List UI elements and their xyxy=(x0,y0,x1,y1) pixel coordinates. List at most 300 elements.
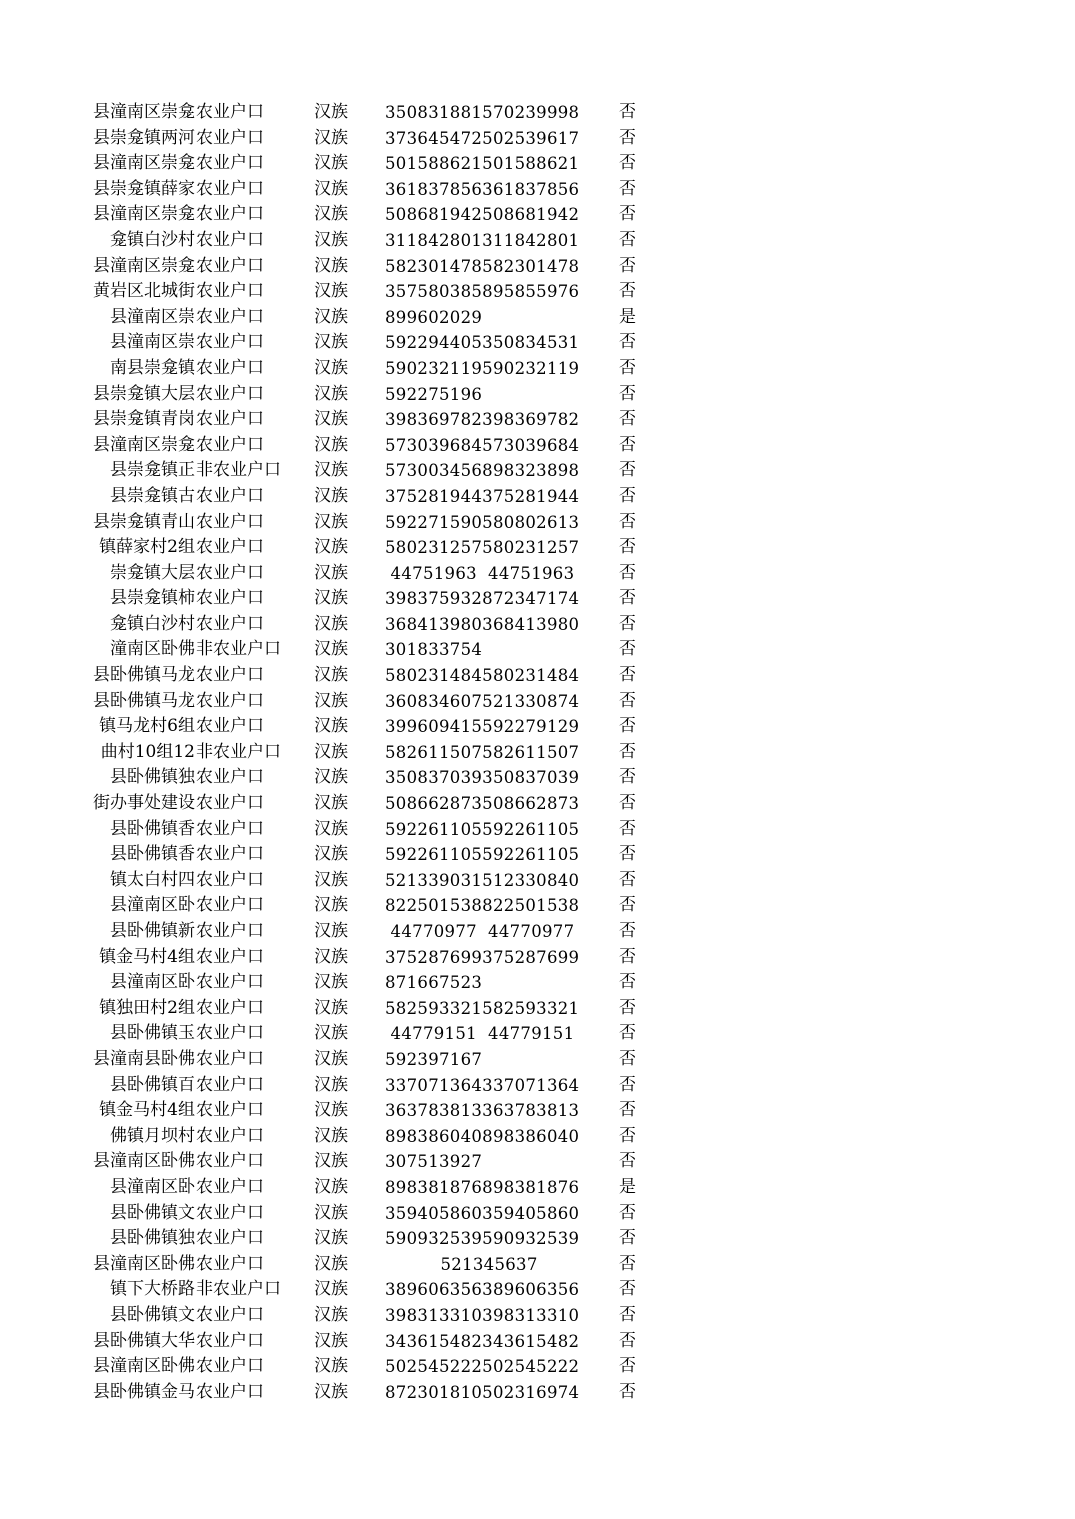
ethnicity-cell: 汉族 xyxy=(314,255,348,276)
flag-cell: 否 xyxy=(619,869,636,890)
ethnicity-cell: 汉族 xyxy=(314,1125,348,1146)
address-cell: 县潼南区崇龛 xyxy=(93,434,195,455)
ethnicity-cell: 汉族 xyxy=(314,1023,348,1044)
id-number-cell: 501588621501588621 xyxy=(385,154,580,174)
hukou-type-cell: 农业户口 xyxy=(196,409,264,430)
flag-cell: 否 xyxy=(619,690,636,711)
table-row xyxy=(0,279,1075,305)
address-cell: 潼南区卧佛 xyxy=(110,639,195,660)
hukou-type-cell: 农业户口 xyxy=(196,229,264,250)
id-number-cell: 592275196 xyxy=(385,384,483,404)
hukou-type-cell: 农业户口 xyxy=(196,588,264,609)
table-row xyxy=(0,996,1075,1022)
ethnicity-cell: 汉族 xyxy=(314,1279,348,1300)
address-cell: 县崇龛镇青山 xyxy=(93,511,195,532)
flag-cell: 否 xyxy=(619,537,636,558)
id-number-cell: 357580385895855976 xyxy=(385,282,580,302)
flag-cell: 否 xyxy=(619,357,636,378)
flag-cell: 是 xyxy=(619,1176,636,1197)
address-cell: 县卧佛镇马龙 xyxy=(93,665,195,686)
id-number-cell: 898381876898381876 xyxy=(385,1177,580,1197)
id-number-cell: 573039684573039684 xyxy=(385,435,580,455)
ethnicity-cell: 汉族 xyxy=(314,665,348,686)
address-cell: 县崇龛镇大层 xyxy=(93,383,195,404)
address-cell: 县卧佛镇金马 xyxy=(93,1381,195,1402)
id-number-cell: 375281944375281944 xyxy=(385,486,580,506)
table-row xyxy=(0,1149,1075,1175)
hukou-type-cell: 农业户口 xyxy=(196,306,264,327)
address-cell: 县崇龛镇两河 xyxy=(93,127,195,148)
table-row xyxy=(0,612,1075,638)
ethnicity-cell: 汉族 xyxy=(314,1074,348,1095)
flag-cell: 否 xyxy=(619,921,636,941)
table-row xyxy=(0,1226,1075,1252)
address-cell: 县潼南区崇龛 xyxy=(93,255,195,276)
hukou-type-cell: 农业户口 xyxy=(196,1023,264,1044)
id-number-cell: 592271590580802613 xyxy=(385,512,580,532)
id-number-cell: 592294405350834531 xyxy=(385,333,580,353)
ethnicity-cell: 汉族 xyxy=(314,1253,348,1274)
address-cell: 县潼南区卧 xyxy=(110,1176,195,1197)
ethnicity-cell: 汉族 xyxy=(314,767,348,788)
table-row xyxy=(0,714,1075,740)
flag-cell: 否 xyxy=(619,1279,636,1300)
address-cell: 镇金马村4组 xyxy=(99,946,195,967)
ethnicity-cell: 汉族 xyxy=(314,639,348,660)
hukou-type-cell: 农业户口 xyxy=(196,511,264,532)
id-number-cell: 307513927 xyxy=(385,1152,483,1172)
table-row xyxy=(0,1098,1075,1124)
table-row xyxy=(0,177,1075,203)
hukou-type-cell: 农业户口 xyxy=(196,844,264,865)
address-cell: 县崇龛镇正 xyxy=(110,460,195,481)
table-row xyxy=(0,254,1075,280)
address-cell: 镇独田村2组 xyxy=(99,997,195,1018)
flag-cell: 否 xyxy=(619,613,636,634)
table-row xyxy=(0,1277,1075,1303)
hukou-type-cell: 农业户口 xyxy=(196,946,264,967)
table-row xyxy=(0,535,1075,561)
address-cell: 崇龛镇大层 xyxy=(110,562,195,583)
table-row xyxy=(0,765,1075,791)
id-number-cell: 350831881570239998 xyxy=(385,103,580,122)
ethnicity-cell: 汉族 xyxy=(314,690,348,711)
ethnicity-cell: 汉族 xyxy=(314,1202,348,1223)
address-cell: 县卧佛镇百 xyxy=(110,1074,195,1095)
id-number-cell: 592261105592261105 xyxy=(385,845,580,865)
table-row xyxy=(0,458,1075,484)
address-cell: 县崇龛镇薛家 xyxy=(93,178,195,199)
hukou-type-cell: 农业户口 xyxy=(196,1151,264,1172)
flag-cell: 否 xyxy=(619,665,636,686)
table-row xyxy=(0,740,1075,766)
table-row xyxy=(0,407,1075,433)
table-row xyxy=(0,356,1075,382)
hukou-type-cell: 农业户口 xyxy=(196,690,264,711)
flag-cell: 否 xyxy=(619,716,636,737)
address-cell: 县卧佛镇大华 xyxy=(93,1330,195,1351)
flag-cell: 否 xyxy=(619,255,636,276)
address-cell: 镇金马村4组 xyxy=(99,1100,195,1121)
id-number-cell: 343615482343615482 xyxy=(385,1331,580,1351)
ethnicity-cell: 汉族 xyxy=(314,869,348,890)
ethnicity-cell: 汉族 xyxy=(314,1381,348,1402)
ethnicity-cell: 汉族 xyxy=(314,537,348,558)
hukou-type-cell: 农业户口 xyxy=(196,127,264,148)
table-row xyxy=(0,1047,1075,1073)
flag-cell: 否 xyxy=(619,818,636,839)
table-row xyxy=(0,330,1075,356)
id-number-cell: 399609415592279129 xyxy=(385,717,580,737)
hukou-type-cell: 农业户口 xyxy=(196,1304,264,1325)
table-row xyxy=(0,382,1075,408)
address-cell: 县潼南区崇龛 xyxy=(93,102,195,122)
flag-cell: 否 xyxy=(619,1253,636,1274)
flag-cell: 否 xyxy=(619,562,636,583)
table-row xyxy=(0,817,1075,843)
hukou-type-cell: 农业户口 xyxy=(196,332,264,353)
flag-cell: 否 xyxy=(619,102,636,122)
table-row xyxy=(0,126,1075,152)
ethnicity-cell: 汉族 xyxy=(314,921,348,941)
table-row xyxy=(0,202,1075,228)
ethnicity-cell: 汉族 xyxy=(314,588,348,609)
ethnicity-cell: 汉族 xyxy=(314,1228,348,1249)
table-row xyxy=(0,637,1075,663)
ethnicity-cell: 汉族 xyxy=(314,972,348,993)
ethnicity-cell: 汉族 xyxy=(314,716,348,737)
hukou-type-cell: 农业户口 xyxy=(196,485,264,506)
id-number-cell: 44770977 44770977 xyxy=(385,922,575,941)
table-row xyxy=(0,1201,1075,1227)
flag-cell: 否 xyxy=(619,434,636,455)
flag-cell: 否 xyxy=(619,1151,636,1172)
flag-cell: 否 xyxy=(619,997,636,1018)
ethnicity-cell: 汉族 xyxy=(314,409,348,430)
flag-cell: 否 xyxy=(619,281,636,302)
hukou-type-cell: 农业户口 xyxy=(196,793,264,814)
flag-cell: 否 xyxy=(619,1381,636,1402)
hukou-type-cell: 农业户口 xyxy=(196,204,264,225)
hukou-type-cell: 农业户口 xyxy=(196,613,264,634)
ethnicity-cell: 汉族 xyxy=(314,153,348,174)
ethnicity-cell: 汉族 xyxy=(314,281,348,302)
flag-cell: 否 xyxy=(619,946,636,967)
hukou-type-cell: 农业户口 xyxy=(196,178,264,199)
id-number-cell: 398375932872347174 xyxy=(385,589,580,609)
hukou-type-cell: 农业户口 xyxy=(196,997,264,1018)
ethnicity-cell: 汉族 xyxy=(314,793,348,814)
flag-cell: 否 xyxy=(619,767,636,788)
table-row xyxy=(0,1073,1075,1099)
ethnicity-cell: 汉族 xyxy=(314,511,348,532)
table-row xyxy=(0,1252,1075,1278)
address-cell: 龛镇白沙村 xyxy=(110,613,195,634)
id-number-cell: 582301478582301478 xyxy=(385,256,580,276)
id-number-cell: 590932539590932539 xyxy=(385,1229,580,1249)
address-cell: 县潼南区卧 xyxy=(110,972,195,993)
hukou-type-cell: 农业户口 xyxy=(196,1125,264,1146)
id-number-cell: 899602029 xyxy=(385,307,483,327)
address-cell: 街办事处建设 xyxy=(93,793,195,814)
flag-cell: 否 xyxy=(619,895,636,916)
hukou-type-cell: 非农业户口 xyxy=(196,741,281,762)
id-number-cell: 580231484580231484 xyxy=(385,666,580,686)
flag-cell: 否 xyxy=(619,1048,636,1069)
hukou-type-cell: 农业户口 xyxy=(196,1356,264,1377)
table-row xyxy=(0,510,1075,536)
address-cell: 县卧佛镇香 xyxy=(110,818,195,839)
address-cell: 县卧佛镇新 xyxy=(110,921,195,941)
ethnicity-cell: 汉族 xyxy=(314,332,348,353)
table-row xyxy=(0,305,1075,331)
flag-cell: 否 xyxy=(619,1125,636,1146)
address-cell: 县卧佛镇香 xyxy=(110,844,195,865)
flag-cell: 否 xyxy=(619,511,636,532)
address-cell: 县潼南区卧佛 xyxy=(93,1356,195,1377)
address-cell: 佛镇月坝村 xyxy=(110,1125,195,1146)
ethnicity-cell: 汉族 xyxy=(314,818,348,839)
flag-cell: 否 xyxy=(619,972,636,993)
hukou-type-cell: 农业户口 xyxy=(196,895,264,916)
id-number-cell: 361837856361837856 xyxy=(385,179,580,199)
ethnicity-cell: 汉族 xyxy=(314,306,348,327)
table-row xyxy=(0,663,1075,689)
flag-cell: 否 xyxy=(619,229,636,250)
hukou-type-cell: 农业户口 xyxy=(196,921,264,941)
address-cell: 县潼南区卧佛 xyxy=(93,1151,195,1172)
flag-cell: 否 xyxy=(619,127,636,148)
table-row xyxy=(0,970,1075,996)
id-number-cell: 592397167 xyxy=(385,1049,483,1069)
hukou-type-cell: 非农业户口 xyxy=(196,460,281,481)
flag-cell: 否 xyxy=(619,1202,636,1223)
id-number-cell: 592261105592261105 xyxy=(385,819,580,839)
address-cell: 南县崇龛镇 xyxy=(110,357,195,378)
id-number-cell: 502545222502545222 xyxy=(385,1357,580,1377)
table-row xyxy=(0,893,1075,919)
flag-cell: 否 xyxy=(619,460,636,481)
address-cell: 县卧佛镇文 xyxy=(110,1304,195,1325)
hukou-type-cell: 农业户口 xyxy=(196,1074,264,1095)
ethnicity-cell: 汉族 xyxy=(314,1330,348,1351)
ethnicity-cell: 汉族 xyxy=(314,613,348,634)
address-cell: 县潼南区崇 xyxy=(110,332,195,353)
hukou-type-cell: 农业户口 xyxy=(196,1176,264,1197)
table-row xyxy=(0,842,1075,868)
ethnicity-cell: 汉族 xyxy=(314,434,348,455)
id-number-cell: 359405860359405860 xyxy=(385,1203,580,1223)
hukou-type-cell: 农业户口 xyxy=(196,153,264,174)
address-cell: 镇薛家村2组 xyxy=(99,537,195,558)
id-number-cell: 521339031512330840 xyxy=(385,870,580,890)
flag-cell: 否 xyxy=(619,383,636,404)
ethnicity-cell: 汉族 xyxy=(314,946,348,967)
ethnicity-cell: 汉族 xyxy=(314,895,348,916)
id-number-cell: 822501538822501538 xyxy=(385,896,580,916)
id-number-cell: 521345637 xyxy=(385,1254,538,1274)
ethnicity-cell: 汉族 xyxy=(314,1176,348,1197)
id-number-cell: 337071364337071364 xyxy=(385,1075,580,1095)
hukou-type-cell: 非农业户口 xyxy=(196,639,281,660)
address-cell: 县崇龛镇古 xyxy=(110,485,195,506)
id-number-cell: 360834607521330874 xyxy=(385,691,580,711)
table-row xyxy=(0,1303,1075,1329)
address-cell: 县潼南区卧 xyxy=(110,895,195,916)
flag-cell: 否 xyxy=(619,844,636,865)
hukou-type-cell: 农业户口 xyxy=(196,1381,264,1402)
flag-cell: 否 xyxy=(619,588,636,609)
hukou-type-cell: 农业户口 xyxy=(196,1100,264,1121)
id-number-cell: 398313310398313310 xyxy=(385,1305,580,1325)
table-row xyxy=(0,561,1075,587)
flag-cell: 否 xyxy=(619,1228,636,1249)
spreadsheet-table xyxy=(0,100,1075,1405)
flag-cell: 否 xyxy=(619,332,636,353)
table-row xyxy=(0,1175,1075,1201)
ethnicity-cell: 汉族 xyxy=(314,357,348,378)
table-row xyxy=(0,1124,1075,1150)
hukou-type-cell: 农业户口 xyxy=(196,1048,264,1069)
address-cell: 县崇龛镇青岗 xyxy=(93,409,195,430)
hukou-type-cell: 农业户口 xyxy=(196,1253,264,1274)
table-row xyxy=(0,689,1075,715)
hukou-type-cell: 农业户口 xyxy=(196,357,264,378)
address-cell: 县潼南区崇龛 xyxy=(93,153,195,174)
id-number-cell: 590232119590232119 xyxy=(385,358,580,378)
id-number-cell: 389606356389606356 xyxy=(385,1280,580,1300)
table-row xyxy=(0,228,1075,254)
table-row xyxy=(0,484,1075,510)
table-row xyxy=(0,945,1075,971)
id-number-cell: 363783813363783813 xyxy=(385,1101,580,1121)
hukou-type-cell: 农业户口 xyxy=(196,383,264,404)
table-row xyxy=(0,1380,1075,1406)
table-row xyxy=(0,919,1075,945)
ethnicity-cell: 汉族 xyxy=(314,460,348,481)
flag-cell: 否 xyxy=(619,178,636,199)
id-number-cell: 373645472502539617 xyxy=(385,128,580,148)
hukou-type-cell: 农业户口 xyxy=(196,665,264,686)
address-cell: 县卧佛镇独 xyxy=(110,1228,195,1249)
id-number-cell: 872301810502316974 xyxy=(385,1382,580,1402)
id-number-cell: 508662873508662873 xyxy=(385,794,580,814)
address-cell: 曲村10组12 xyxy=(100,741,195,762)
flag-cell: 否 xyxy=(619,1304,636,1325)
flag-cell: 否 xyxy=(619,1100,636,1121)
address-cell: 县潼南区崇 xyxy=(110,306,195,327)
address-cell: 黄岩区北城街 xyxy=(93,281,195,302)
id-number-cell: 582611507582611507 xyxy=(385,742,580,762)
ethnicity-cell: 汉族 xyxy=(314,844,348,865)
ethnicity-cell: 汉族 xyxy=(314,229,348,250)
id-number-cell: 398369782398369782 xyxy=(385,410,580,430)
id-number-cell: 508681942508681942 xyxy=(385,205,580,225)
address-cell: 镇下大桥路 xyxy=(110,1279,195,1300)
flag-cell: 否 xyxy=(619,485,636,506)
flag-cell: 否 xyxy=(619,1356,636,1377)
id-number-cell: 871667523 xyxy=(385,973,483,993)
hukou-type-cell: 非农业户口 xyxy=(196,1279,281,1300)
address-cell: 县潼南区卧佛 xyxy=(93,1253,195,1274)
flag-cell: 否 xyxy=(619,204,636,225)
hukou-type-cell: 农业户口 xyxy=(196,1330,264,1351)
id-number-cell: 301833754 xyxy=(385,640,483,660)
hukou-type-cell: 农业户口 xyxy=(196,972,264,993)
hukou-type-cell: 农业户口 xyxy=(196,869,264,890)
ethnicity-cell: 汉族 xyxy=(314,997,348,1018)
id-number-cell: 580231257580231257 xyxy=(385,538,580,558)
hukou-type-cell: 农业户口 xyxy=(196,255,264,276)
hukou-type-cell: 农业户口 xyxy=(196,1202,264,1223)
hukou-type-cell: 农业户口 xyxy=(196,434,264,455)
flag-cell: 否 xyxy=(619,1330,636,1351)
flag-cell: 否 xyxy=(619,1023,636,1044)
ethnicity-cell: 汉族 xyxy=(314,127,348,148)
id-number-cell: 44751963 44751963 xyxy=(385,563,575,583)
address-cell: 镇马龙村6组 xyxy=(99,716,195,737)
id-number-cell: 44779151 44779151 xyxy=(385,1024,575,1044)
ethnicity-cell: 汉族 xyxy=(314,1356,348,1377)
flag-cell: 否 xyxy=(619,741,636,762)
table-row xyxy=(0,433,1075,459)
id-number-cell: 898386040898386040 xyxy=(385,1126,580,1146)
hukou-type-cell: 农业户口 xyxy=(196,562,264,583)
hukou-type-cell: 农业户口 xyxy=(196,537,264,558)
ethnicity-cell: 汉族 xyxy=(314,562,348,583)
id-number-cell: 375287699375287699 xyxy=(385,947,580,967)
table-row xyxy=(0,586,1075,612)
id-number-cell: 573003456898323898 xyxy=(385,461,580,481)
address-cell: 龛镇白沙村 xyxy=(110,229,195,250)
address-cell: 县卧佛镇马龙 xyxy=(93,690,195,711)
address-cell: 县卧佛镇文 xyxy=(110,1202,195,1223)
hukou-type-cell: 农业户口 xyxy=(196,281,264,302)
flag-cell: 否 xyxy=(619,793,636,814)
ethnicity-cell: 汉族 xyxy=(314,204,348,225)
flag-cell: 否 xyxy=(619,153,636,174)
table-row xyxy=(0,791,1075,817)
ethnicity-cell: 汉族 xyxy=(314,1048,348,1069)
ethnicity-cell: 汉族 xyxy=(314,1304,348,1325)
address-cell: 县卧佛镇独 xyxy=(110,767,195,788)
flag-cell: 否 xyxy=(619,1074,636,1095)
ethnicity-cell: 汉族 xyxy=(314,1151,348,1172)
ethnicity-cell: 汉族 xyxy=(314,178,348,199)
id-number-cell: 582593321582593321 xyxy=(385,998,580,1018)
table-row xyxy=(0,1329,1075,1355)
ethnicity-cell: 汉族 xyxy=(314,102,348,122)
id-number-cell: 368413980368413980 xyxy=(385,614,580,634)
flag-cell: 否 xyxy=(619,409,636,430)
hukou-type-cell: 农业户口 xyxy=(196,1228,264,1249)
hukou-type-cell: 农业户口 xyxy=(196,767,264,788)
ethnicity-cell: 汉族 xyxy=(314,383,348,404)
id-number-cell: 311842801311842801 xyxy=(385,230,580,250)
table-row xyxy=(0,100,1075,126)
hukou-type-cell: 农业户口 xyxy=(196,716,264,737)
hukou-type-cell: 农业户口 xyxy=(196,818,264,839)
address-cell: 县崇龛镇柿 xyxy=(110,588,195,609)
address-cell: 县潼南县卧佛 xyxy=(93,1048,195,1069)
flag-cell: 是 xyxy=(619,306,636,327)
ethnicity-cell: 汉族 xyxy=(314,485,348,506)
address-cell: 镇太白村四 xyxy=(110,869,195,890)
address-cell: 县潼南区崇龛 xyxy=(93,204,195,225)
ethnicity-cell: 汉族 xyxy=(314,741,348,762)
table-row xyxy=(0,1021,1075,1047)
table-row xyxy=(0,151,1075,177)
